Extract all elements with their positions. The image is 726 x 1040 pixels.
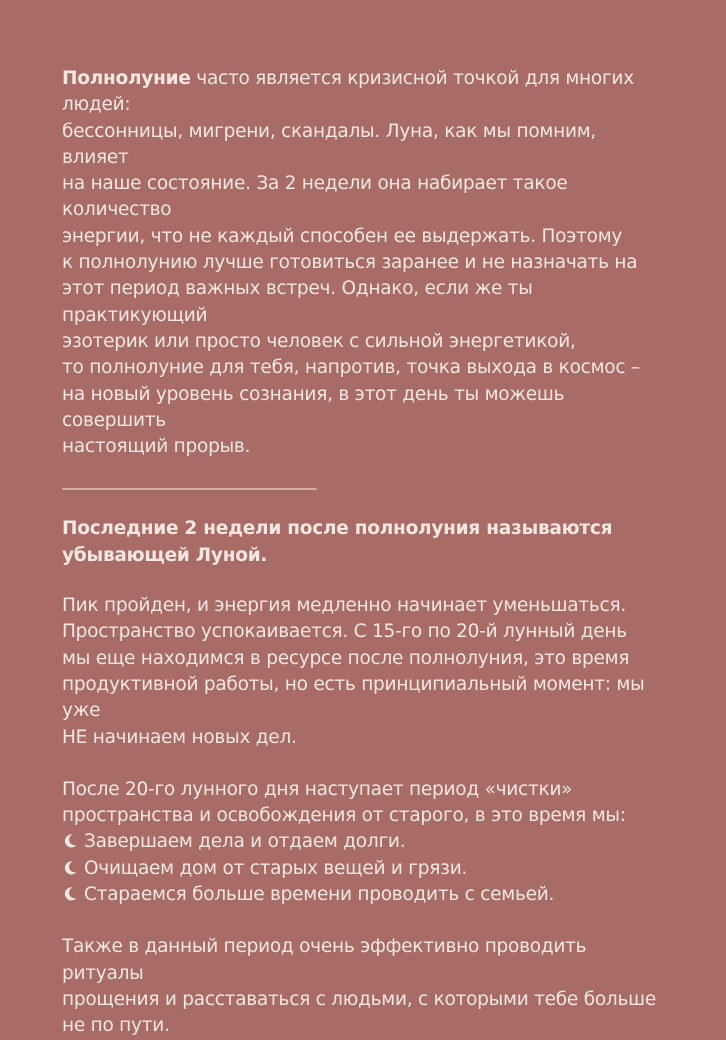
waning-moon-paragraph-3: Также в данный период очень эффективно проводить ритуалы прощения и расставаться с людьми, с которыми тебе больше не по пути. (62, 936, 656, 1037)
list-item (62, 856, 664, 882)
crescent-moon-icon (62, 860, 78, 876)
waning-moon-paragraph-1: Пик пройден, и энергия медленно начинает уменьшаться. Пространство успокаивается. С 15-го по 20-й лунный день мы еще находимся в ресурсе после полнолуния, это время продуктивной работы, но есть принципиальный момент: мы уже НЕ начинаем новых дел. (62, 595, 645, 748)
list-item-text: Очищаем дом от старых вещей и грязи. (84, 857, 468, 879)
list-item (62, 882, 664, 908)
waning-moon-heading: Последние 2 недели после полнолуния называются убывающей Луной. (62, 518, 613, 566)
list-item (62, 829, 664, 855)
full-moon-paragraph (62, 66, 664, 460)
full-moon-text: часто является кризисной точкой для многих людей: бессонницы, мигрени, скандалы. Луна, как мы помним, влияет на наше состояние. За 2 недели она набирает такое количество энергии, что не каждый способен ее выдержать. Поэтому к полнолунию лучше готовиться заранее и не назначать на этот период важных встреч. Однако, если же ты практикующий эзотерик или просто человек с сильной энергетикой, то полнолуние для тебя, напротив, точка выхода в космос – на новый уровень сознания, в этот день ты можешь совершить настоящий прорыв. (62, 68, 640, 458)
crescent-moon-icon (62, 833, 78, 849)
crescent-moon-icon (62, 886, 78, 902)
full-moon-lead: Полнолуние (62, 68, 191, 89)
list-item-text: Стараемся больше времени проводить с семьей. (84, 884, 555, 906)
section-divider (62, 488, 317, 490)
waning-moon-paragraph-2: После 20-го лунного дня наступает период «чистки» пространства и освобождения от старого, в это время мы: (62, 778, 626, 827)
cleansing-list (62, 829, 664, 908)
list-item-text: Завершаем дела и отдаем долги. (84, 831, 406, 853)
